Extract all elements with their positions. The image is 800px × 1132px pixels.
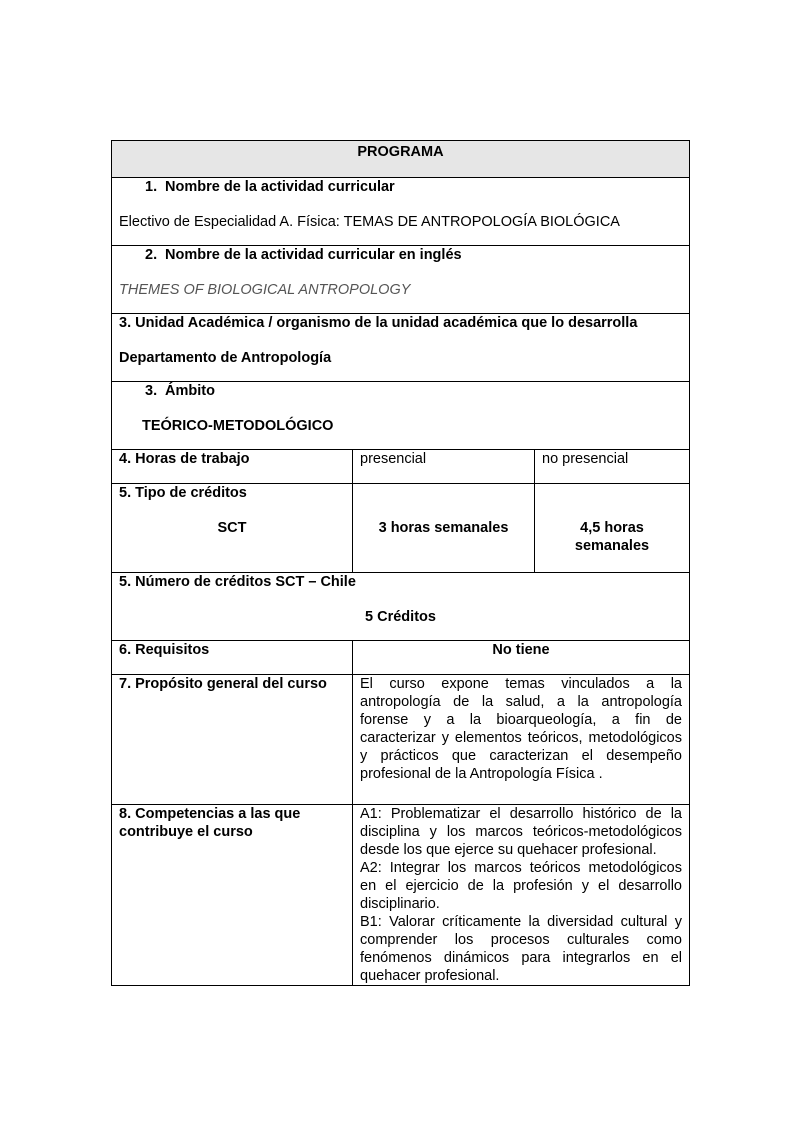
section-2-label: Nombre de la actividad curricular en inglés <box>165 247 462 263</box>
credit-non-presential-cell <box>535 484 690 573</box>
purpose-text: El curso expone temas vinculados a la antropología de la salud, a la antropología forense y a la bioarqueología, a fin de caracterizar y elementos teóricos, metodológicos y prácticos que caracterizan el desempeño profesional de la Antropología Física . <box>353 675 690 805</box>
work-hours-non-presential: no presencial <box>535 450 690 484</box>
competencies-cell <box>353 805 690 986</box>
competency-b1: B1: Valorar críticamente la diversidad cultural y comprender los procesos culturales como fenómenos dinámicos para integrarlos en el quehacer profesional. <box>360 914 682 984</box>
competencies-label: 8. Competencias a las que contribuye el curso <box>112 805 353 986</box>
section-3-cell <box>112 314 690 382</box>
requirements-label: 6. Requisitos <box>112 641 353 675</box>
credit-non-presential-hours: 4,5 horas semanales <box>574 520 650 554</box>
section-3-label: 3. Unidad Académica / organismo de la unidad académica que lo desarrolla <box>119 315 638 331</box>
program-table <box>111 140 690 986</box>
program-title: PROGRAMA <box>112 141 690 178</box>
activity-name: Electivo de Especialidad A. Física: TEMAS DE ANTROPOLOGÍA BIOLÓGICA <box>119 214 620 230</box>
competency-a2: A2: Integrar los marcos teóricos metodológicos en el ejercicio de la profesión y el desarrollo disciplinario. <box>360 860 682 912</box>
section-1-cell <box>112 178 690 246</box>
requirements-value: No tiene <box>353 641 690 675</box>
activity-name-english: THEMES OF BIOLOGICAL ANTROPOLOGY <box>119 282 411 298</box>
competency-a1: A1: Problematizar el desarrollo histórico de la disciplina y los marcos teóricos-metodológicos desde los que ejerce su quehacer profesional. <box>360 806 682 858</box>
section-1-heading <box>119 178 682 196</box>
credit-type-label: 5. Tipo de créditos <box>119 485 247 501</box>
section-2-heading <box>119 246 682 264</box>
work-hours-label: 4. Horas de trabajo <box>112 450 353 484</box>
credit-presential-cell <box>353 484 535 573</box>
credits-number-label: 5. Número de créditos SCT – Chile <box>119 574 356 590</box>
credit-type-cell <box>112 484 353 573</box>
section-1-number: 1. <box>145 179 158 195</box>
scope-number: 3. <box>145 383 158 399</box>
scope-label: Ámbito <box>165 383 215 399</box>
academic-unit: Departamento de Antropología <box>119 350 332 366</box>
section-2-number: 2. <box>145 247 158 263</box>
section-2-cell <box>112 246 690 314</box>
purpose-label: 7. Propósito general del curso <box>112 675 353 805</box>
scope-value: TEÓRICO-METODOLÓGICO <box>142 418 334 434</box>
credits-number-value: 5 Créditos <box>365 609 436 625</box>
credit-presential-hours: 3 horas semanales <box>378 520 509 536</box>
work-hours-presential: presencial <box>353 450 535 484</box>
credit-type-value: SCT <box>217 520 247 536</box>
section-1-label: Nombre de la actividad curricular <box>165 179 395 195</box>
credits-number-cell <box>112 573 690 641</box>
scope-heading <box>119 382 682 400</box>
section-scope-cell <box>112 382 690 450</box>
